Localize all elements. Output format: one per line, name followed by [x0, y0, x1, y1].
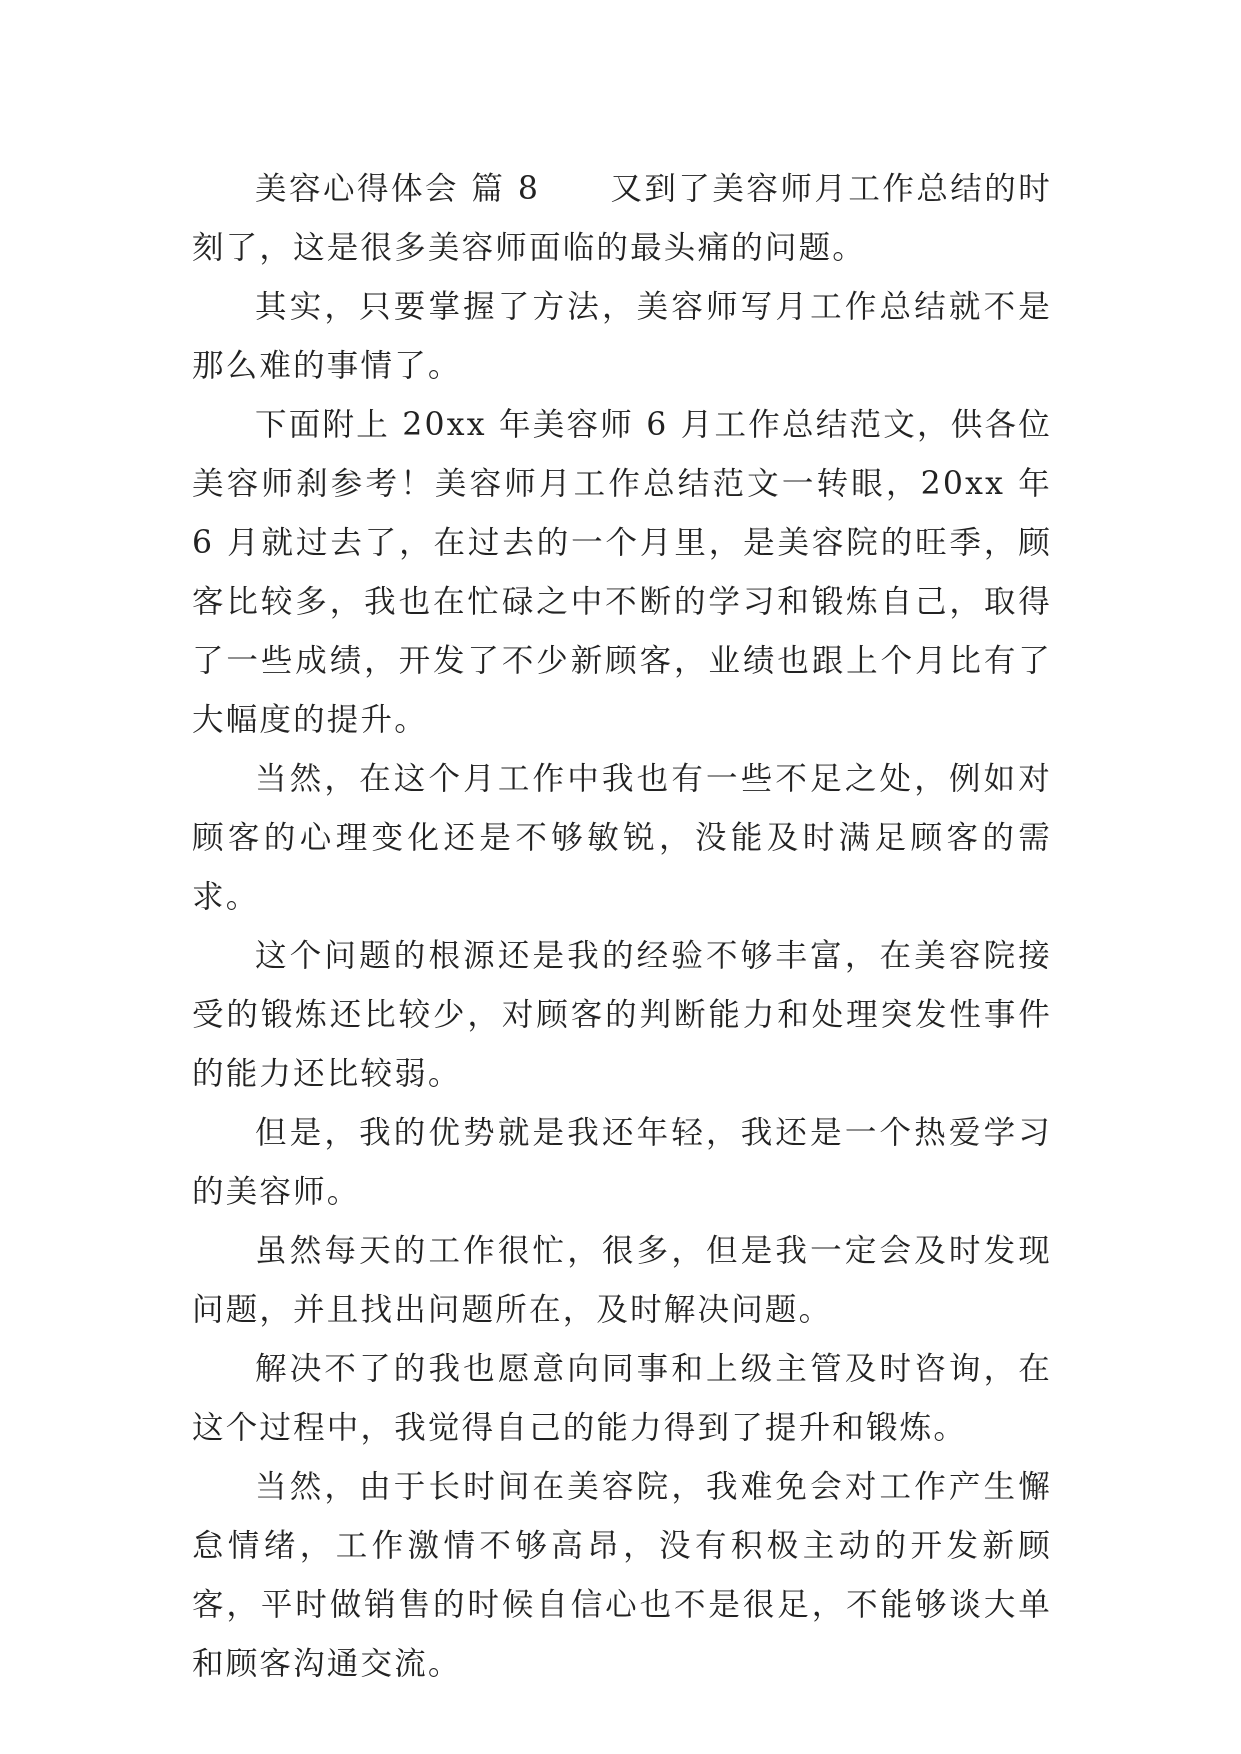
paragraph-9: 当然，由于长时间在美容院，我难免会对工作产生懈怠情绪，工作激情不够高昂，没有积极主动的开发新顾客，平时做销售的时候自信心也不是很足，不能够谈大单和顾客沟通交流。	[192, 1469, 1052, 1682]
section-heading: 美容心得体会 篇 8	[255, 171, 541, 207]
paragraph-4: 当然，在这个月工作中我也有一些不足之处，例如对顾客的心理变化还是不够敏锐，没能及时满足顾客的需求。	[192, 761, 1052, 915]
paragraph-1	[192, 160, 1052, 278]
paragraph-2: 其实，只要掌握了方法，美容师写月工作总结就不是那么难的事情了。	[192, 289, 1052, 384]
paragraph-8: 解决不了的我也愿意向同事和上级主管及时咨询，在这个过程中，我觉得自己的能力得到了提升和锻炼。	[192, 1351, 1052, 1446]
paragraph-7: 虽然每天的工作很忙，很多，但是我一定会及时发现问题，并且找出问题所在，及时解决问题。	[192, 1233, 1052, 1328]
paragraph-1-text: 又到了美容师月工作总结的时刻了，这是很多美容师面临的最头痛的问题。	[192, 171, 1052, 266]
paragraph-3: 下面附上 20xx 年美容师 6 月工作总结范文，供各位美容师刹参考！美容师月工作总结范文一转眼，20xx 年 6 月就过去了，在过去的一个月里，是美容院的旺季，顾客比较多，我也在忙碌之中不断的学习和锻炼自己，取得了一些成绩，开发了不少新顾客，业绩也跟上个月比有了大幅度的提升。	[192, 407, 1052, 738]
document-body	[192, 160, 1052, 1694]
paragraph-5: 这个问题的根源还是我的经验不够丰富，在美容院接受的锻炼还比较少，对顾客的判断能力和处理突发性事件的能力还比较弱。	[192, 938, 1052, 1092]
paragraph-6: 但是，我的优势就是我还年轻，我还是一个热爱学习的美容师。	[192, 1115, 1052, 1210]
